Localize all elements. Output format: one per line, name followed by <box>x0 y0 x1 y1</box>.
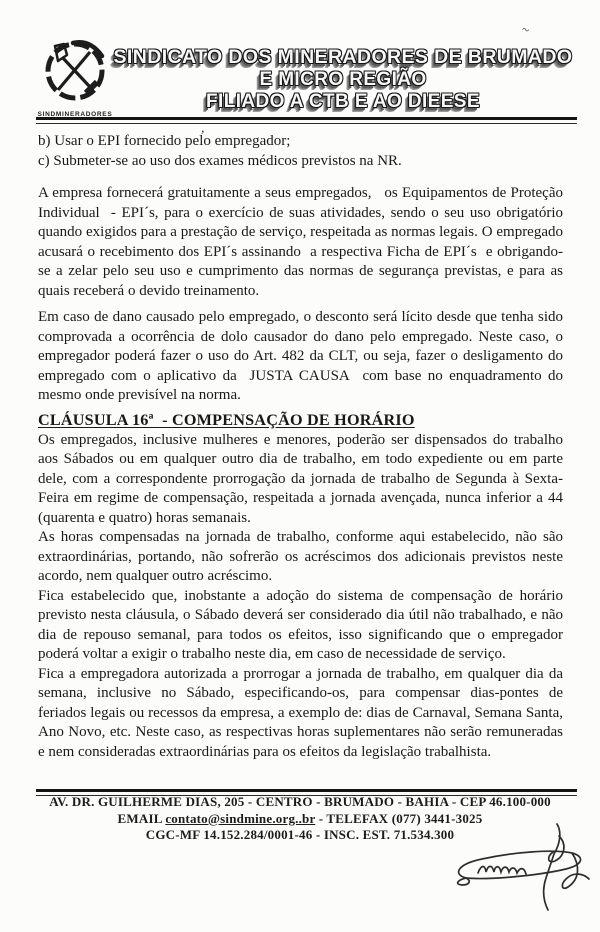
clause-paragraph-horas-compensadas: As horas compensadas na jornada de trabalho, conforme aqui estabelecido, não são extraordinárias, portando, não sofrerão os acréscimos dos adicionais previstos neste acordo, nem qualquer outro acréscimo. <box>38 529 563 584</box>
footer-registration: CGC-MF 14.152.284/0001-46 - INSC. EST. 71.534.300 <box>145 827 455 843</box>
footer-email-label: EMAIL <box>117 810 162 826</box>
logo-caption: SINDMINERADORES <box>37 111 113 118</box>
footer-telefax: - TELEFAX (077) 3441-3025 <box>318 810 483 826</box>
signature-scribble <box>436 820 596 930</box>
clause-paragraph-prorrogacao: Fica a empregadora autorizada a prorrogar a jornada de trabalho, em qualquer dia da semana, inclusive no Sábado, especificando-os, para compensar dias-pontes de feriados legais ou recessos da empresa, a exemplo de: dias de Carnaval, Semana Santa, Ano Novo, etc. Neste caso, as respectivas horas suplementares não serão remuneradas e nem consideradas extraordinárias para os efeitos da legislação trabalhista. <box>38 665 563 760</box>
letterhead-line-2: E MICRO REGIÃO <box>259 69 427 90</box>
crossed-shovel-pickaxe-icon <box>35 36 115 110</box>
clause-paragraph-dispensa: Os empregados, inclusive mulheres e menores, poderão ser dispensados do trabalho aos Sábados ou em qualquer outro dia de trabalho, em todo expediente ou em parte dele, com a correspondente prorrogação da jornada de trabalho de Segunda à Sexta-Feira em regime de compensação, respeitada a jornada avençada, nunca inferior a 44 (quarenta e quatro) horas semanais. <box>38 431 563 526</box>
document-body <box>38 132 563 762</box>
clause-paragraph-sabado-dia-util: Fica estabelecido que, inobstante a adoção do sistema de compensação de horário previsto nesta cláusula, o Sábado deverá ser considerado dia útil não trabalhado, e não dia de repouso semanal, para todos os efeitos, isso significando que o empregador poderá voltar a exigir o trabalho neste dia, em caso de necessidade de serviço. <box>38 587 563 662</box>
header-divider <box>36 117 577 124</box>
paragraph-dano-justa-causa: Em caso de dano causado pelo empregado, o desconto será lícito desde que tenha sido comprovada a ocorrência de dolo causador do dano pelo empregado. Neste caso, o empregador poderá fazer o uso do Art. 482 da CLT, ou seja, fazer o desligamento do empregado com o aplicativo da JUSTA CAUSA com base no enquadramento do mesmo onde previsível na norma. <box>38 309 563 403</box>
scan-artifact-tilde: ~ <box>519 21 532 38</box>
clause-16-heading: CLÁUSULA 16ª - COMPENSAÇÃO DE HORÁRIO <box>38 410 415 429</box>
scan-artifact-comma: , <box>201 121 205 136</box>
letterhead-title <box>106 46 580 113</box>
letterhead-line-1: SINDICATO DOS MINERADORES DE BRUMADO <box>113 46 573 68</box>
footer-address: AV. DR. GUILHERME DIAS, 205 - CENTRO - BRUMADO - BAHIA - CEP 46.100-000 <box>49 794 551 809</box>
list-item-c: c) Submeter-se ao uso dos exames médicos previstos na NR. <box>38 152 402 169</box>
paragraph-epi-fornecimento: A empresa fornecerá gratuitamente a seus empregados, os Equipamentos de Proteção Individual - EPI´s, para o exercício de suas atividades, sendo o seu uso obrigatório quando exigidos para a prestação de serviço, respeitada as normas legais. O empregado acusará o recebimento dos EPI´s assinando a respectiva Ficha de EPI´s e obrigando-se a zelar pelo seu uso e cumprimento das normas de segurança previstas, e para as quais receberá o devido treinamento. <box>38 185 563 299</box>
list-item-b: b) Usar o EPI fornecido pelo empregador; <box>38 133 291 149</box>
footer-email-address: contato@sindmine.org..br <box>165 810 316 826</box>
letterhead-line-3: FILIADO A CTB E AO DIEESE <box>206 91 480 112</box>
